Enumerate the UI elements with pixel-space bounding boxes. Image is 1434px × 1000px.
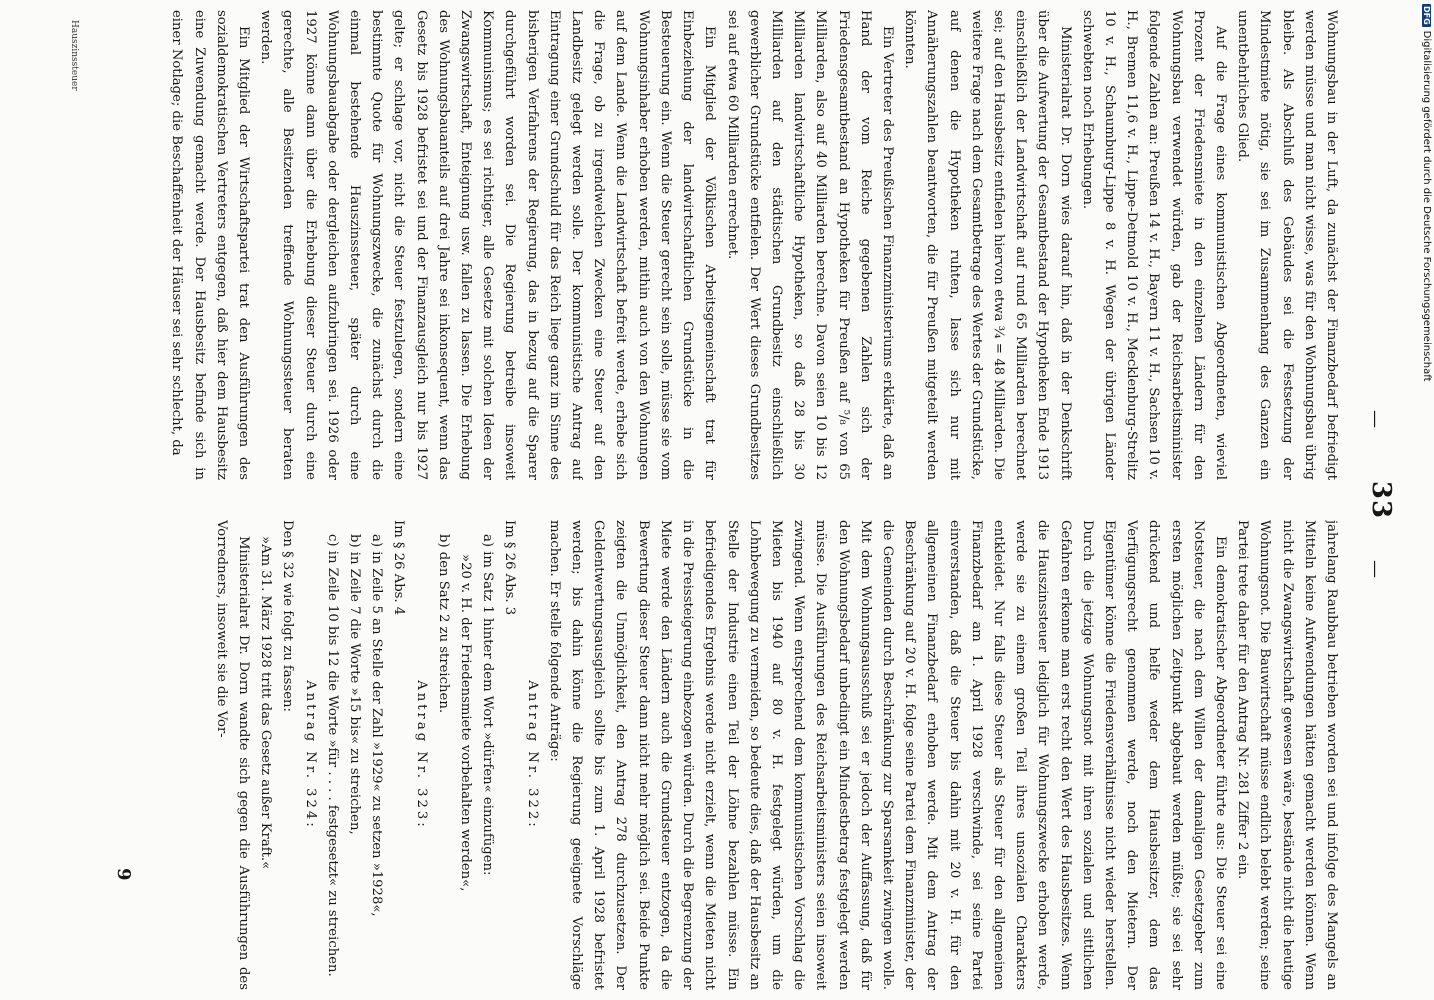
left-paragraph: Ministerialrat Dr. Dorn wies darauf hin, daß in der Denkschrift über die Aufwertung der Gesamtbestand der Hypotheken Ende 1913 einschließlich der Landwirtschaft auf rund 65 Milliarden berechnet sei; auf den Hausbesitz entfielen hiervon etwa ¾ = 48 Milliarden. Die weitere Frage nach dem Gesamtbetrage des Wertes der Grundstücke, auf denen die Hypotheken ruhten, lasse sich nur mit Annäherungszahlen beantworten, die für Preußen mitgeteilt werden könnten. xyxy=(902,10,1073,480)
left-paragraph: Ein Mitglied der Wirtschaftspartei trat den Ausführungen des sozialdemokratischen Vertreters entgegen, daß hier dem Hausbesitz eine Zuwendung gemacht werde. Der Hausbesitz befinde sich in einer Notlage; die Beschaffenheit der Häuser sei sehr schlecht, da xyxy=(169,10,252,480)
header-dash-left: — xyxy=(1365,410,1386,428)
dfg-note: Digitalisierung gefördert durch die Deutsche Forschungsgemeinschaft xyxy=(1421,30,1432,382)
signature-mark: 9 xyxy=(113,868,134,881)
footer-note: Hauszinssteuer xyxy=(69,20,79,91)
antrag-322-a-quote: »20 v. H. der Friedensmiete vorbehalten werden«, xyxy=(458,554,474,892)
left-paragraph: Auf die Frage eines kommunistischen Abgeordneten, wieviel Prozent der Friedensmiete in den einzelnen Ländern für den Wohnungsbau verwendet würden, gab der Reichsarbeitsminister folgende Zahlen an: Preußen 14 v. H., Bayern 11 v. H., Sachsen 10 v. H., Bremen 11,6 v. H., Lippe-Detmold 10 v. H., Mecklenburg-Strelitz 10 v. H., Schaumburg-Lippe 8 v. H. Wegen der übrigen Länder schwebten noch Erhebungen. xyxy=(1079,10,1228,480)
right-column xyxy=(142,520,1342,990)
antrag-323-title: Antrag Nr. 323: xyxy=(413,680,429,830)
right-paragraph: jahrelang Raubbau betrieben worden sei und infolge des Mangels an Mitteln keine Aufwendungen hätten gemacht werden können. Wenn nicht die Zwangswirtschaft gewesen wäre, bestände nicht die heutige Wohnungsnot. Die Bauwirtschaft müsse endlich belebt werden; seine Partei trete daher für den Antrag Nr. 281 Ziffer 2 ein. xyxy=(1235,520,1339,990)
page-number: 33 xyxy=(1366,480,1396,520)
antrag-322-title: Antrag Nr. 322: xyxy=(524,680,540,830)
antrag-324-title: Antrag Nr. 324: xyxy=(302,680,318,830)
header-dash-right: — xyxy=(1365,560,1386,578)
dfg-logo: DFG xyxy=(1422,6,1431,25)
right-paragraph: Ein demokratischer Abgeordneter führte aus: Die Steuer sei eine Notsteuer, die nach dem Willen der damaligen Gesetzgeber zum ersten möglichen Zeitpunkt abgebaut werden müßte; sie sei sehr drückend und helfe weder dem Hausbesitzer, dem das Verfügungsrecht genommen werde, noch den Mietern. Der Eigentümer könne die Friedensverhältnisse nicht wieder herstellen. Durch die jetzige Wohnungsnot mit ihren sozialen und sittlichen Gefahren erkenne man erst recht den Wert des Hausbesitzes. Wenn die Hauszinssteuer lediglich für Wohnungszwecke erhoben werde, werde sie zu einem großen Teil ihres unsozialen Charakters entkleidet. Nur falls diese Steuer als Steuer für den allgemeinen Finanzbedarf am 1. April 1928 verschwinde, sei seine Partei einverstanden, daß die Steuer bis dahin mit 20 v. H. für den allgemeinen Finanzbedarf erhoben werde. Mit dem Antrag der Beschränkung auf 20 v. H. folge seine Partei dem Finanzminister, der die Gemeinden durch Beschränkung zur Sparsamkeit zwingen wolle. Mit dem Wohnungsausschuß sei er jedoch der Auffassung, daß für den Wohnungsbedarf unbedingt ein Mindestbetrag festgelegt werden müsse. Die Ausführungen des Reichsarbeitsministers seien insoweit zwingend. Wenn entsprechend dem kommunistischen Vorschlag die Mieten bis 1940 auf 80 v. H. festgelegt würden, um die Lohnbewegung zu vermeiden, so bedeute dies, daß der Hausbesitz an Stelle der Industrie einen Teil der Löhne bezahlen müsse. Ein befriedigendes Ergebnis werde nicht erzielt, wenn die Mieten nicht in die Preissteigerung einbezogen würden. Durch die Begrenzung der Miete werde den Ländern auch die Grundsteuer entzogen, da die Bewertung dieser Steuer dann nicht mehr möglich sei. Beide Punkte zeigten die Unmöglichkeit, den Antrag 278 durchzusetzen. Der Geldentwertungsausgleich sollte bis zum 1. April 1928 befristet werden; bis dahin könne die Regierung geeignete Vorschläge machen. Er stelle folgende Anträge: xyxy=(546,520,1228,990)
page-header xyxy=(1356,0,1396,1000)
antrag-323-a: a) in Zeile 5 an Stelle der Zahl »1929« zu setzen »1928«, xyxy=(369,534,385,917)
antrag-323-b: b) in Zeile 7 die Worte »15 bis« zu streichen, xyxy=(347,534,363,835)
antrag-324-text: Den § 32 wie folgt zu fassen: xyxy=(280,520,296,712)
left-paragraph: Ein Vertreter des Preußischen Finanzministeriums erklärte, daß an Hand der vom Reiche gegebenen Zahlen sich der Friedensgesamtbestand an Hypotheken für Preußen auf ⁵/₈ von 65 Milliarden, also auf 40 Milliarden berechne. Davon seien 10 bis 12 Milliarden landwirtschaftliche Hypotheken, so daß 28 bis 30 Milliarden auf den städtischen Grundbesitz einschließlich gewerblicher Grundstücke entfielen. Der Wert dieses Grundbesitzes sei auf etwa 60 Milliarden errechnet. xyxy=(724,10,895,480)
antrag-322-ref: Im § 26 Abs. 3 xyxy=(502,520,518,616)
antrag-322-a: a) im Satz 1 hinter dem Wort »dürfen« einzufügen: xyxy=(480,534,496,876)
antrag-323-ref: Im § 26 Abs. 4 xyxy=(391,520,407,616)
dfg-sidebar xyxy=(1418,0,1434,1000)
antrag-323-c: c) in Zeile 10 bis 12 die Worte »für . . . . festgesetzt« zu streichen. xyxy=(324,534,340,977)
left-column xyxy=(142,10,1342,480)
left-paragraph: Wohnungsbau in der Luft, da zunächst der Finanzbedarf befriedigt werden müsse und man nicht wisse, was für den Wohnungsbau übrig bleibe. Als Abschluß des Gebäudes sei die Festsetzung der Mindestmiete nötig, sie sei im Zusammenhang des Ganzen ein unentbehrliches Glied. xyxy=(1235,10,1339,480)
antrag-324-quote: »Am 31. März 1928 tritt das Gesetz außer Kraft.« xyxy=(258,536,274,870)
left-paragraph: Ein Mitglied der Völkischen Arbeitsgemeinschaft trat für Einbeziehung der landwirtschaftlichen Grundstücke in die Besteuerung ein. Wenn die Steuer gerecht sein solle, müsse sie vom Wohnungsinhaber erhoben werden, mithin auch von den Wohnungen auf dem Lande. Wenn die Landwirtschaft befreit werde, erhebe sich die Frage, ob zu irgendwelchen Zwecken eine Steuer auf den Landbesitz gelegt werden solle. Der kommunistische Antrag auf Eintragung einer Grundschuld für das Reich liege ganz im Sinne des bisherigen Verfahrens der Regierung, das in bezug auf die Sparer durchgeführt worden sei. Die Regierung betreibe insoweit Kommunismus; es sei richtiger, alle Gesetze mit solchen Ideen der Zwangswirtschaft, Enteignung usw. fallen zu lassen. Die Erhebung des Wohnungsbauanteils auf drei Jahre sei inkonsequent, wenn das Gesetz bis 1928 befristet sei und der Finanzausgleich nur bis 1927 gelte; er schlage vor, nicht die Steuer festzulegen, sondern eine bestimmte Quote für Wohnungszwecke, die zunächst durch die einmal bestehende Hauszinssteuer, später durch eine Wohnungsbauabgabe oder dergleichen aufzubringen sei. 1926 oder 1927 könne dann über die Erhebung dieser Steuer durch eine gerechte, alle Besitzenden treffende Wohnungssteuer beraten werden. xyxy=(258,10,718,480)
antrag-322-b: b) den Satz 2 zu streichen. xyxy=(435,534,451,714)
dfg-note-text xyxy=(1421,4,1432,994)
closing-paragraph: Ministerialrat Dr. Dorn wandte sich gegen die Ausführungen des Vorredners, insoweit sie die Vor- xyxy=(213,520,252,990)
